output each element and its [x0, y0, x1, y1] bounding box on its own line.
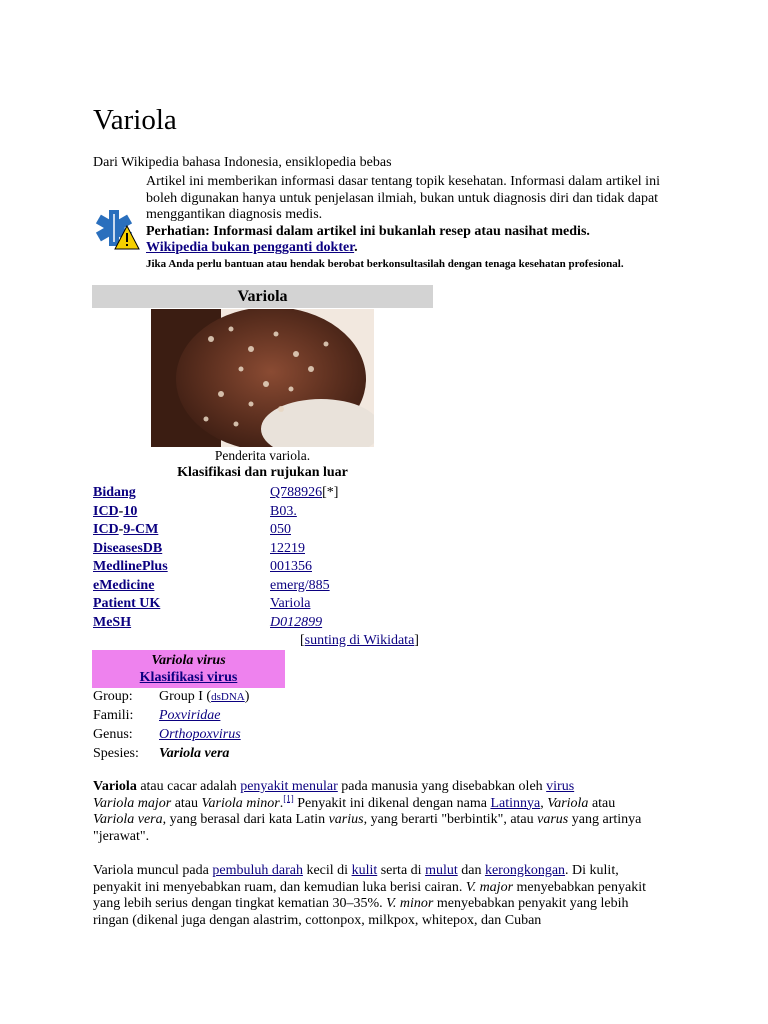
taxobox-header	[92, 650, 285, 688]
taxo-key-group: Group:	[93, 689, 133, 704]
link-virus[interactable]: virus	[546, 779, 575, 794]
p1-italic: varus	[537, 812, 569, 828]
wikidata-edit-link[interactable]: sunting di Wikidata	[304, 633, 415, 648]
disclaimer-period: .	[354, 240, 358, 255]
bracket-close: ]	[414, 633, 419, 648]
intro-paragraph	[93, 779, 653, 845]
notice-small-note: Jika Anda perlu bantuan atau hendak berobat berkonsultasilah dengan tenaga kesehatan profesional.	[146, 257, 624, 270]
taxo-value-famili[interactable]: Poxviridae	[159, 708, 221, 723]
taxo-value-group-end: )	[244, 689, 250, 704]
taxo-key-spesies: Spesies:	[93, 746, 139, 761]
term-variola: Variola	[93, 779, 137, 794]
ref-key-mesh[interactable]: MeSH	[93, 614, 132, 630]
p1-text: pada manusia yang disebabkan oleh	[337, 779, 547, 794]
dsdna-link[interactable]: dsDNA	[211, 691, 245, 703]
p1-italic: varius	[328, 812, 364, 828]
page-title: Variola	[93, 104, 177, 136]
p2-text: . Di kulit, penyakit ini menyebabkan ruam, dan kemudian luka berisi cairan.	[93, 863, 619, 895]
bracket-open: [	[300, 633, 305, 648]
notice-text: Artikel ini memberikan informasi dasar tentang topik kesehatan. Informasi dalam artikel ini boleh digunakan hanya untuk penjelasan ilmiah, bukan untuk diagnosis diri dan tidak dapat menggantikan diagnosis medis.	[146, 174, 660, 222]
ref-value-bidang[interactable]: Q788926	[270, 485, 323, 500]
ref-value-mesh[interactable]: D012899	[270, 614, 323, 630]
ref-value-medlineplus[interactable]: 001356	[270, 559, 312, 574]
p1-text: atau	[171, 795, 202, 811]
ref-key-9cm[interactable]: 9-CM	[123, 522, 159, 537]
p1-text: ,	[540, 795, 548, 811]
p2-text: Variola muncul pada	[93, 863, 213, 878]
ref-key-sep: -	[118, 503, 124, 519]
page-subtitle: Dari Wikipedia bahasa Indonesia, ensiklopedia bebas	[93, 155, 392, 170]
reference-link-1[interactable]: [1]	[283, 792, 294, 803]
ref-key-diseasesdb[interactable]: DiseasesDB	[93, 540, 163, 556]
p1-text: Penyakit ini dikenal dengan nama	[293, 795, 491, 811]
taxo-value-group: Group I (	[159, 689, 212, 704]
p1-italic: Variola vera	[93, 812, 163, 828]
taxo-value-genus[interactable]: Orthopoxvirus	[159, 727, 241, 742]
p1-text: , yang berasal dari kata Latin	[162, 812, 329, 828]
p1-text: atau	[588, 795, 616, 811]
ref-key-medlineplus[interactable]: MedlinePlus	[93, 559, 168, 574]
ref-key-emedicine[interactable]: eMedicine	[93, 577, 155, 593]
link-pembuluh-darah[interactable]: pembuluh darah	[212, 863, 303, 878]
taxo-key-famili: Famili:	[93, 708, 134, 723]
notice-warning: Perhatian: Informasi dalam artikel ini bukanlah resep atau nasihat medis.	[146, 223, 590, 239]
ref-suffix: [*]	[322, 485, 339, 500]
link-latinnya[interactable]: Latinnya	[490, 795, 541, 811]
p2-text: menyebabkan penyakit yang lebih serius dengan tingkat kematian 30–35%.	[93, 879, 646, 912]
ref-value-icd10[interactable]: B03.	[270, 503, 297, 519]
photo-caption: Penderita variola.	[214, 448, 311, 463]
body-paragraph-2	[93, 863, 653, 929]
p1-italic: Variola	[547, 795, 589, 811]
infobox-header: Variola	[92, 285, 433, 308]
p2-italic: V. minor	[386, 896, 434, 912]
wikidata-edit	[300, 633, 419, 649]
p1-text: , yang berarti "berbintik", atau	[363, 812, 538, 828]
taxo-key-genus: Genus:	[93, 727, 133, 742]
p2-text: serta di	[377, 863, 426, 878]
medical-disclaimer-notice	[146, 174, 666, 271]
disclaimer-link[interactable]: Wikipedia bukan pengganti dokter	[146, 240, 355, 255]
ref-value-emedicine[interactable]: emerg/885	[270, 577, 330, 593]
ref-value-patientuk[interactable]: Variola	[270, 596, 311, 611]
ref-key-bidang[interactable]: Bidang	[93, 485, 136, 500]
p1-italic: Variola major	[93, 795, 172, 811]
ref-key-icd[interactable]: ICD	[93, 503, 119, 519]
link-penyakit-menular[interactable]: penyakit menular	[240, 779, 338, 794]
taxobox-name: Variola virus	[151, 653, 226, 668]
link-kulit[interactable]: kulit	[351, 863, 378, 878]
ref-key-patientuk[interactable]: Patient UK	[93, 596, 161, 611]
ref-value-icd9[interactable]: 050	[270, 522, 291, 537]
virus-classification-link[interactable]: Klasifikasi virus	[139, 670, 238, 685]
p2-italic: V. major	[465, 879, 514, 895]
p2-text: kecil di	[302, 863, 352, 878]
ref-value-diseasesdb[interactable]: 12219	[270, 540, 305, 556]
p2-text: dan	[457, 863, 485, 878]
patient-photo	[151, 309, 374, 447]
link-kerongkongan[interactable]: kerongkongan	[484, 863, 566, 878]
taxo-value-spesies: Variola vera	[159, 746, 230, 761]
p2-text: menyebabkan penyakit yang lebih ringan (dikenal juga dengan alastrim, cottonpox, milkpox, whitepox, dan Cuban	[93, 896, 629, 928]
ref-key-sep: -	[118, 522, 124, 537]
medical-warning-icon	[94, 208, 140, 250]
link-mulut[interactable]: mulut	[425, 863, 458, 878]
ref-key-10[interactable]: 10	[123, 503, 138, 519]
ref-key-icd9[interactable]: ICD	[93, 522, 119, 537]
p1-text: yang artinya "jerawat".	[93, 812, 642, 844]
classification-heading: Klasifikasi dan rujukan luar	[177, 465, 348, 480]
p1-text: .	[279, 795, 284, 811]
p1-text: atau cacar adalah	[136, 779, 241, 794]
p1-italic: Variola minor	[201, 795, 280, 811]
